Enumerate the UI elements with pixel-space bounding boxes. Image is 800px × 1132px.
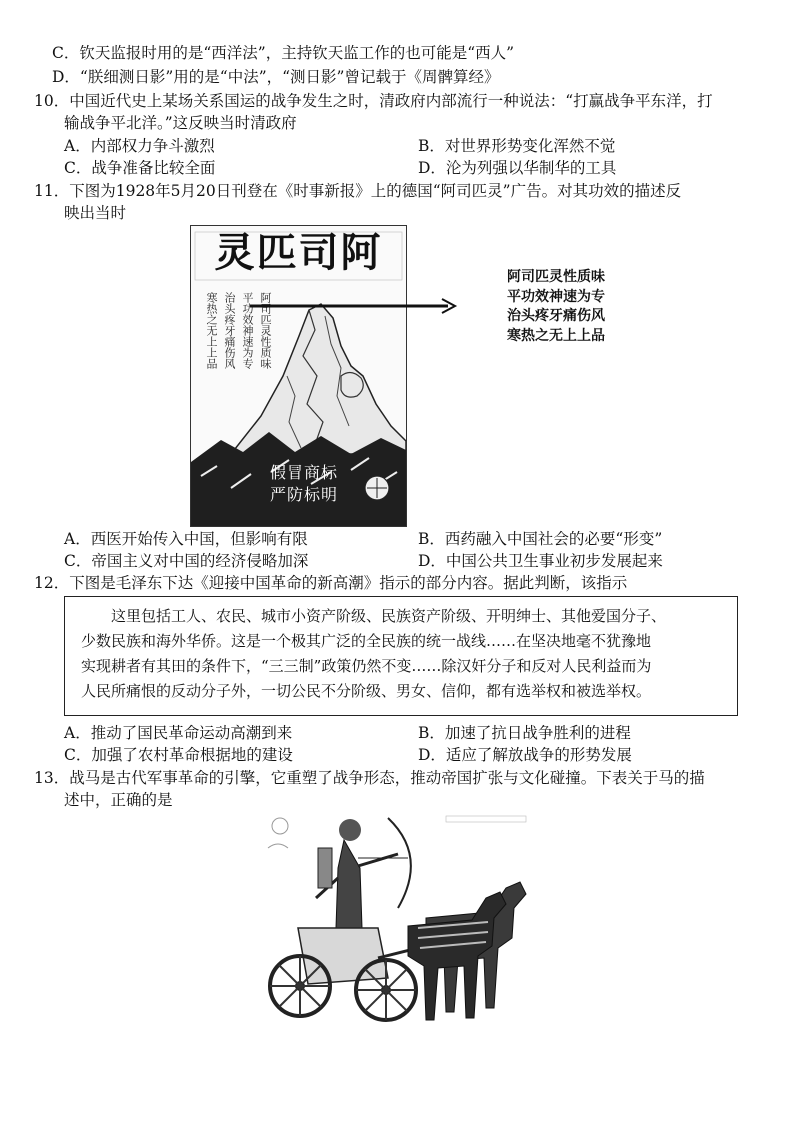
ad-callout-text [507,268,627,346]
q10-stem-line1: 10．中国近代史上某场关系国运的战争发生之时，清政府内部流行一种说法：“打赢战争平东洋，打 [34,92,713,110]
q9-option-c: C．钦天监报时用的是“西洋法”，主持钦天监工作的也可能是“西人” [52,44,515,62]
ad-brand-line1: 假冒商标 [269,463,338,482]
quote-line: 这里包括工人、农民、城市小资产阶级、民族资产阶级、开明绅士、其他爱国分子、 [81,607,667,625]
ad-column: 平功效神速为专 [241,292,254,369]
q10-option-b: B．对世界形势变化浑然不觉 [418,137,616,155]
q12-option-d: D．适应了解放战争的形势发展 [418,746,632,764]
q9-option-d: D．“朕细测日影”用的是“中法”，“测日影”曾记载于《周髀算经》 [52,68,500,86]
q11-option-a: A．西医开始传入中国，但影响有限 [64,530,308,548]
q11-option-b: B．西药融入中国社会的必要“形变” [418,530,663,548]
q12-option-b: B．加速了抗日战争胜利的进程 [418,724,631,742]
q12-stem-line1: 12．下图是毛泽东下达《迎接中国革命的新高潮》指示的部分内容。据此判断，该指示 [34,574,628,592]
callout-line: 平功效神速为专 [507,288,605,305]
q13-stem-line1: 13．战马是古代军事革命的引擎，它重塑了战争形态，推动帝国扩张与文化碰撞。下表关于马的描 [34,769,705,787]
ad-brand-notice [249,462,359,506]
ad-column: 阿司匹灵性质味 [259,292,272,369]
q13-stem-line2: 述中，正确的是 [64,791,173,809]
quote-line: 实现耕者有其田的条件下，“三三制”政策仍然不变……除汉奸分子和反对人民利益而为 [81,657,652,675]
q10-option-c: C．战争准备比较全面 [64,159,216,177]
callout-line: 阿司匹灵性质味 [507,269,605,285]
q11-stem-line1: 11．下图为1928年5月20日刊登在《时事新报》上的德国“阿司匹灵”广告。对其功效的描述反 [34,182,682,200]
q12-option-a: A．推动了国民革命运动高潮到来 [64,724,293,742]
callout-line: 寒热之无上上品 [507,327,605,344]
aspirin-advertisement [190,225,407,527]
callout-arrow [250,296,460,316]
q12-option-c: C．加强了农村革命根据地的建设 [64,746,293,764]
q12-quote-box [64,596,738,716]
ad-column: 治头疼牙痛伤风 [223,292,236,369]
callout-line: 治头疼牙痛伤风 [507,308,605,324]
q10-option-d: D．沦为列强以华制华的工具 [418,159,617,177]
ad-brand-line2: 严防标明 [269,485,338,504]
quote-line: 少数民族和海外华侨。这是一个极其广泛的全民族的统一战线……在坚决地毫不犹豫地 [81,632,652,650]
q10-stem-line2: 输战争平北洋。”这反映当时清政府 [64,114,297,132]
ad-column: 寒热之无上上品 [205,292,218,369]
q10-option-a: A．内部权力争斗激烈 [64,137,215,155]
q11-option-c: C．帝国主义对中国的经济侵略加深 [64,552,309,570]
war-chariot-illustration [258,808,536,1040]
q11-stem-line2: 映出当时 [64,204,127,222]
ad-title: 灵匹司阿 [214,230,383,276]
q11-option-d: D．中国公共卫生事业初步发展起来 [418,552,663,570]
quote-line: 人民所痛恨的反动分子外，一切公民不分阶级、男女、信仰，都有选举权和被选举权。 [81,682,652,700]
